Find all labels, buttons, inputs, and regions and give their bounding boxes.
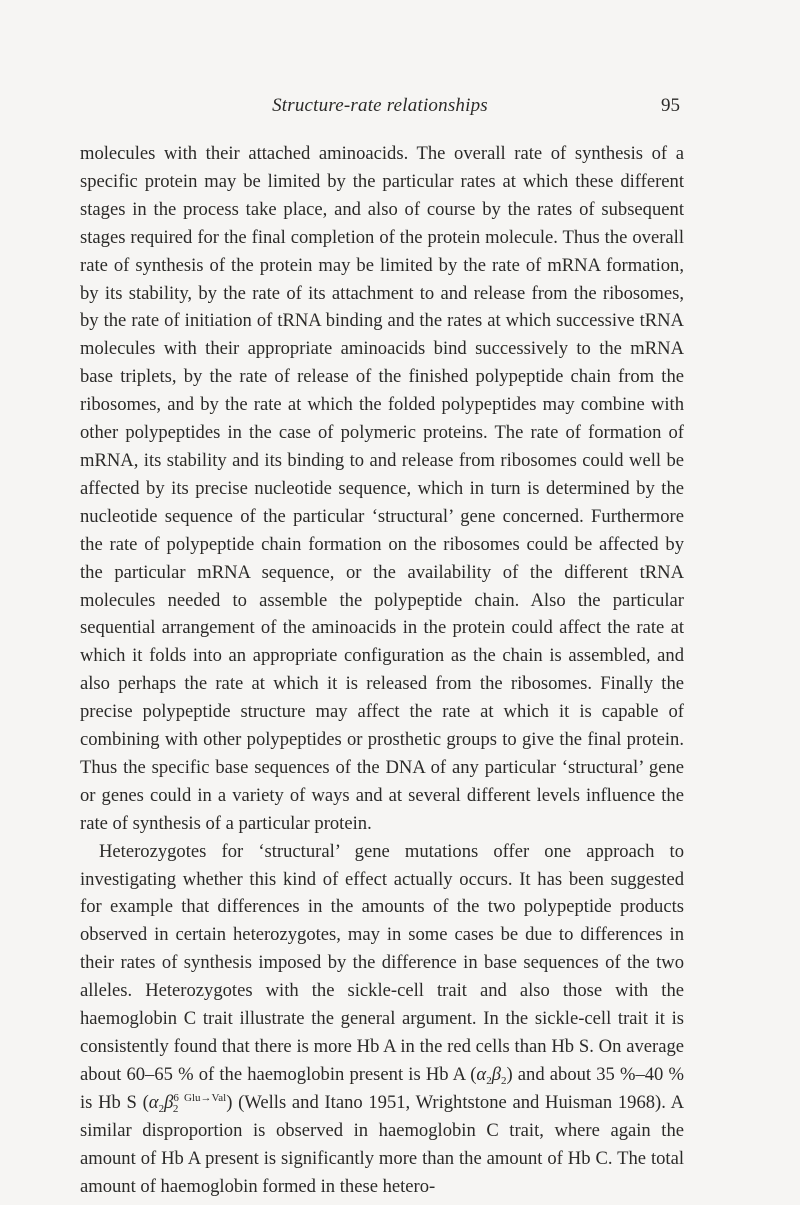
mutation-label: Glu→Val [184, 1091, 227, 1104]
paragraph-2-text-b: ) and about 35 %–40 % is Hb S ( [80, 1063, 684, 1113]
running-title: Structure-rate relationships [272, 95, 488, 116]
hb-a-formula: $\alpha_2\beta_2$ [476, 1063, 507, 1087]
paragraph-2 [80, 838, 684, 1201]
page-header [80, 95, 680, 121]
hb-s-formula: $\alpha_2\beta^6_2$ $^{Glu\to Val}$ [148, 1091, 227, 1115]
paragraph-1: molecules with their attached aminoacids. The overall rate of synthesis of a specific protein may be limited by the particular rates at which these different stages in the process take place, and also of course by the rates of subsequent stages required for the final completion of the protein molecule. Thus the overall rate of synthesis of the protein may be limited by the rate of mRNA formation, by its stability, by the rate of its attachment to and release from the ribosomes, by the rate of initiation of tRNA binding and the rates at which successive tRNA molecules with their appropriate aminoacids bind successively to the mRNA base triplets, by the rate of release of the finished polypeptide chain from the ribosomes, and by the rate at which the folded polypeptides may combine with other polypeptides in the case of polymeric proteins. The rate of formation of mRNA, its stability and its binding to and release from ribosomes could well be affected by its precise nucleotide sequence, which in turn is determined by the nucleotide sequence of the particular ‘structural’ gene concerned. Furthermore the rate of polypeptide chain formation on the ribosomes could be affected by the particular mRNA sequence, or the availability of the different tRNA molecules needed to assemble the polypeptide chain. Also the particular sequential arrangement of the aminoacids in the protein could affect the rate at which it folds into an appropriate configuration as the chain is assembled, and also perhaps the rate at which it is released from the ribosomes. Finally the precise polypeptide structure may affect the rate at which it is capable of combining with other polypeptides or prosthetic groups to give the final protein. Thus the specific base sequences of the DNA of any particular ‘structural’ gene or genes could in a variety of ways and at several different levels influence the rate of synthesis of a particular protein. [80, 143, 684, 834]
paragraph-2-text-a: Heterozygotes for ‘structural’ gene mutations offer one approach to investigating whether this kind of effect actually occurs. It has been suggested for example that differences in the amounts of the two polypeptide products observed in certain heterozygotes, may in some cases be due to differences in their rates of synthesis imposed by the difference in base sequences of the two alleles. Heterozygotes with the sickle-cell trait and also those with the haemoglobin C trait illustrate the general argument. In the sickle-cell trait it is consistently found that there is more Hb A in the red cells than Hb S. On average about 60–65 % of the haemoglobin present is Hb A ( [80, 840, 684, 1085]
paragraph-2-text-c: ) (Wells and Itano 1951, Wrightstone and Huisman 1968). A similar disproportion is observed in haemoglobin C trait, where again the amount of Hb A present is significantly more than the amount of Hb C. The total amount of haemoglobin formed in these hetero- [80, 1091, 684, 1197]
page-number: 95 [661, 95, 680, 116]
body-text [80, 140, 684, 1200]
